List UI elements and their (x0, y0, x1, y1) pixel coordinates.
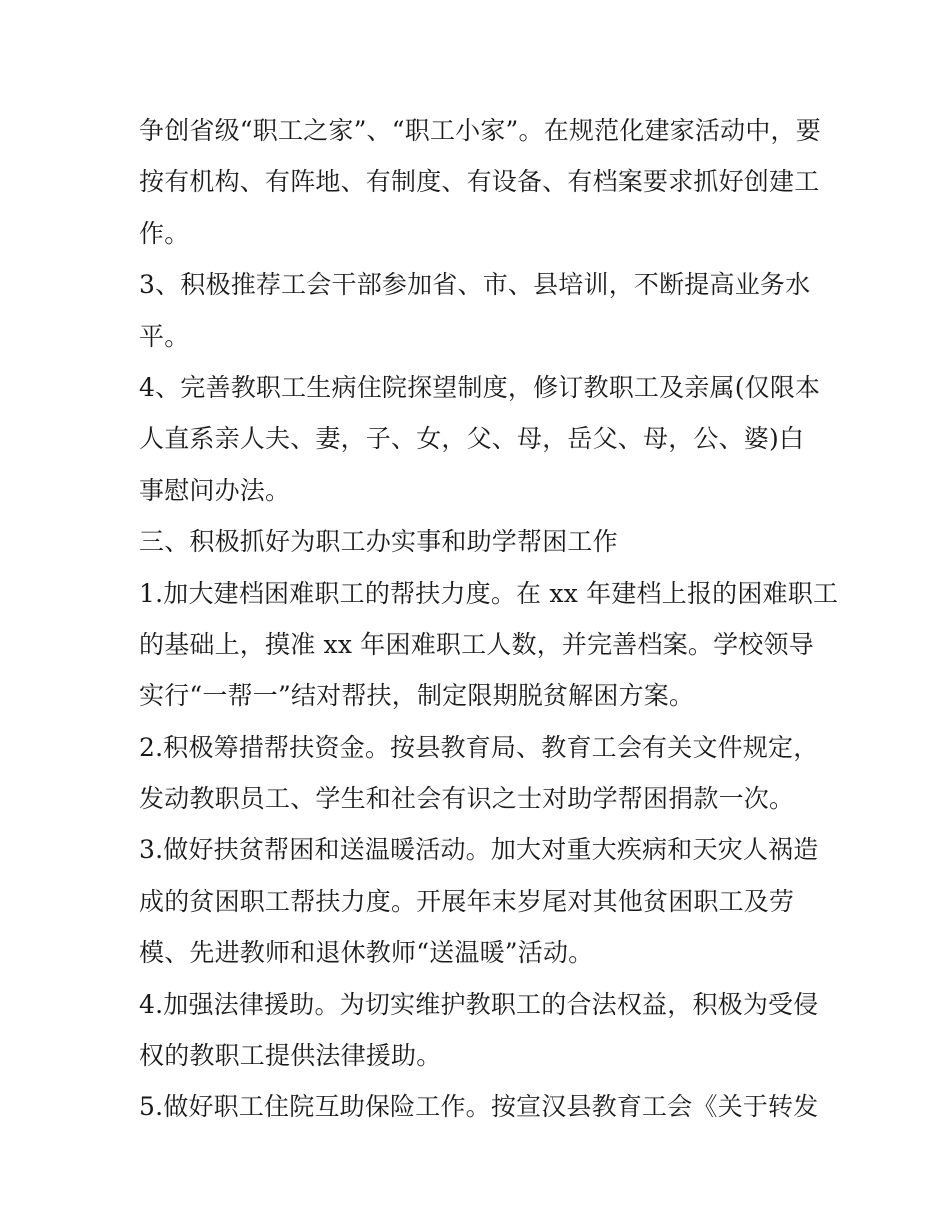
text-line: 作。 (139, 218, 190, 248)
text-line: 3.做好扶贫帮困和送温暖活动。加大对重大疾病和天灾人祸造 (139, 835, 819, 865)
text-line: 1.加大建档困难职工的帮扶力度。在 xx 年建档上报的困难职工 (139, 578, 839, 608)
text-line: 按有机构、有阵地、有制度、有设备、有档案要求抓好创建工 (139, 167, 820, 197)
text-line: 权的教职工提供法律援助。 (139, 1041, 442, 1071)
text-line: 4、完善教职工生病住院探望制度，修订教职工及亲属(仅限本 (139, 372, 821, 402)
document-body (139, 105, 839, 1133)
section-heading: 三、积极抓好为职工办实事和助学帮困工作 (139, 527, 618, 557)
text-line: 3、积极推荐工会干部参加省、市、县培训，不断提高业务水 (139, 270, 811, 300)
text-line: 人直系亲人夫、妻，子、女，父、母，岳父、母，公、婆)白 (139, 424, 805, 454)
text-line: 实行“一帮一”结对帮扶，制定限期脱贫解困方案。 (139, 681, 695, 711)
text-line: 争创省级“职工之家”、“职工小家”。在规范化建家活动中，要 (139, 116, 821, 145)
text-line: 发动教职员工、学生和社会有识之士对助学帮困捐款一次。 (139, 784, 795, 814)
text-line: 2.积极筹措帮扶资金。按县教育局、教育工会有关文件规定， (139, 732, 819, 762)
text-line: 的基础上，摸准 xx 年困难职工人数，并完善档案。学校领导 (139, 629, 814, 659)
text-line: 平。 (139, 321, 190, 351)
text-line: 成的贫困职工帮扶力度。开展年末岁尾对其他贫困职工及劳 (139, 886, 795, 916)
text-line: 模、先进教师和退休教师“送温暖”活动。 (139, 938, 594, 968)
text-line: 4.加强法律援助。为切实维护教职工的合法权益，积极为受侵 (139, 989, 819, 1019)
text-line: 事慰问办法。 (139, 475, 291, 505)
text-line: 5.做好职工住院互助保险工作。按宣汉县教育工会《关于转发 (139, 1092, 819, 1122)
